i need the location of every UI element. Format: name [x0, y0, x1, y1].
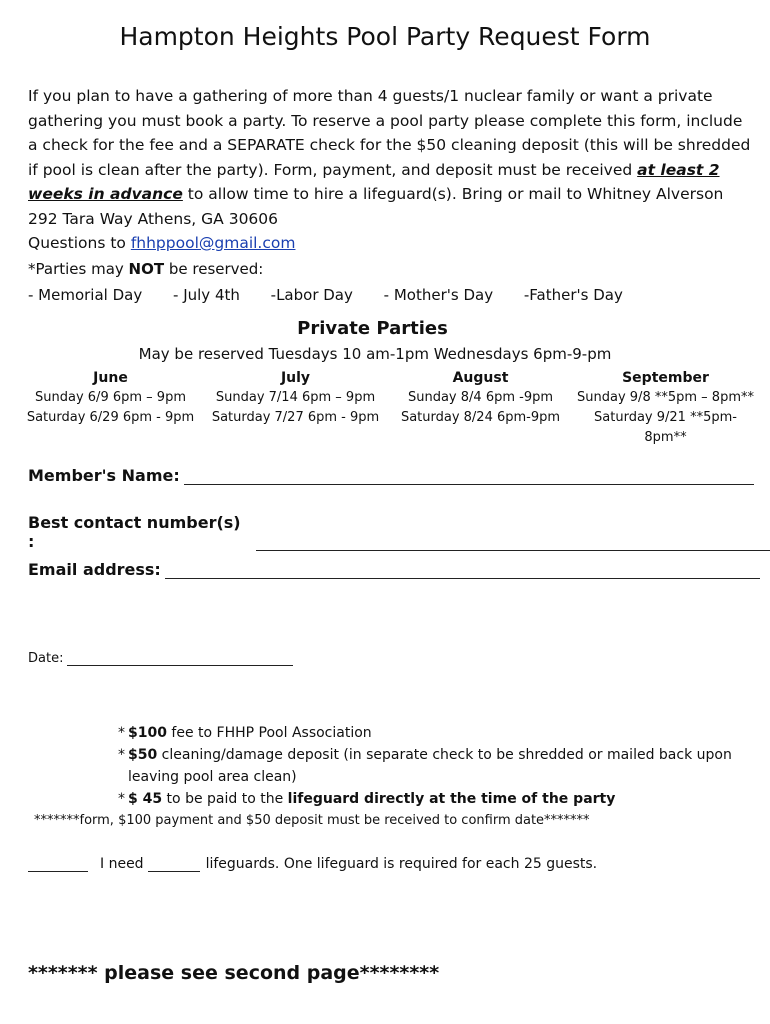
- email-address-line[interactable]: [165, 564, 760, 579]
- email-address-field: [28, 560, 760, 579]
- month-saturday: Saturday 8/24 6pm-9pm: [400, 410, 561, 425]
- lifeguard-field: [28, 856, 597, 872]
- confirm-note: *******form, $100 payment and $50 deposit must be received to confirm date*******: [34, 813, 590, 828]
- notes-suffix: be reserved:: [164, 260, 264, 278]
- fee-text: to be paid to the: [162, 791, 288, 807]
- contact-line[interactable]: [256, 536, 770, 551]
- second-page-note: ******* please see second page********: [28, 962, 440, 984]
- private-parties-heading: Private Parties: [297, 318, 448, 339]
- member-name-field: [28, 466, 754, 485]
- month-sunday: Sunday 9/8 **5pm – 8pm**: [577, 390, 754, 405]
- member-name-line[interactable]: [184, 470, 754, 485]
- month-column: [18, 368, 203, 448]
- fee-item: * $ 45 to be paid to the lifeguard directly at the time of the party: [118, 791, 616, 807]
- month-sunday: Sunday 8/4 6pm -9pm: [407, 390, 554, 405]
- holiday-item: - Memorial Day: [28, 286, 143, 304]
- fee-text: cleaning/damage deposit (in separate check to be shredded or mailed back upon leaving pool area clean): [128, 747, 732, 785]
- intro-emphasis: at least 2 weeks in advance: [28, 160, 720, 203]
- fee-item: * $100 fee to FHHP Pool Association: [118, 725, 372, 741]
- holiday-list: [28, 282, 649, 308]
- date-line[interactable]: [67, 655, 293, 666]
- date-field: [28, 651, 293, 666]
- lifeguard-blank-1[interactable]: [28, 857, 88, 872]
- fee-text: fee to FHHP Pool Association: [166, 725, 372, 741]
- month-saturday: Saturday 7/27 6pm - 9pm: [211, 410, 380, 425]
- month-sunday: Sunday 6/9 6pm – 9pm: [35, 390, 186, 405]
- notes-prefix: *Parties may: [28, 260, 129, 278]
- email-address-label: Email address:: [28, 560, 161, 579]
- holiday-item: -Labor Day: [270, 286, 353, 304]
- month-sunday: Sunday 7/14 6pm – 9pm: [215, 390, 376, 405]
- page-title: Hampton Heights Pool Party Request Form: [119, 22, 651, 51]
- month-name: June: [93, 370, 128, 386]
- member-name-label: Member's Name:: [28, 466, 180, 485]
- lifeguard-text: lifeguards. One lifeguard is required for each 25 guests.: [205, 856, 598, 872]
- fee-amount: $100: [128, 725, 167, 741]
- month-column: [573, 368, 758, 448]
- month-saturday: Saturday 6/29 6pm - 9pm: [26, 410, 195, 425]
- holiday-item: - July 4th: [173, 286, 240, 304]
- month-name: September: [622, 370, 709, 386]
- intro-paragraph: [28, 84, 753, 256]
- month-saturday: Saturday 9/21 **5pm-8pm**: [594, 410, 737, 445]
- lifeguard-count-line[interactable]: [148, 857, 200, 872]
- intro-text-1: If you plan to have a gathering of more than 4 guests/1 nuclear family or want a private gathering you must book a party. To reserve a pool party please complete this form, include a check for the fee and a SEPARATE check for the $50 cleaning deposit (this will be shredded if pool is clean after the party). Form, payment, and deposit must be received: [28, 87, 751, 179]
- month-name: July: [280, 370, 311, 386]
- intro-text-2: to allow time to hire a lifeguard(s). Bring or mail to Whitney Alverson 292 Tara Way Athens, GA 30606: [28, 185, 724, 228]
- holiday-item: - Mother's Day: [383, 286, 494, 304]
- holiday-item: -Father's Day: [523, 286, 623, 304]
- private-parties-subtitle: May be reserved Tuesdays 10 am-1pm Wednesdays 6pm-9-pm: [138, 345, 612, 363]
- date-label: Date:: [28, 651, 64, 666]
- contact-label: Best contact number(s) :: [28, 513, 241, 551]
- fee-item: * $50 cleaning/damage deposit (in separate check to be shredded or mailed back upon leaving pool area clean): [118, 747, 732, 785]
- contact-field: [28, 513, 770, 551]
- email-link[interactable]: fhhppool@gmail.com: [130, 234, 296, 252]
- month-column: [203, 368, 388, 448]
- fee-amount: $ 45: [128, 791, 163, 807]
- fee-list: [118, 722, 748, 810]
- reservation-notes: [28, 256, 649, 308]
- month-schedule: [18, 368, 758, 448]
- month-name: August: [452, 370, 509, 386]
- notes-not: NOT: [128, 260, 165, 278]
- month-column: [388, 368, 573, 448]
- questions-label: Questions to: [28, 234, 131, 252]
- fee-bold-text: lifeguard directly at the time of the party: [287, 791, 616, 807]
- fee-amount: $50: [128, 747, 158, 763]
- lifeguard-need-label: I need: [100, 856, 144, 872]
